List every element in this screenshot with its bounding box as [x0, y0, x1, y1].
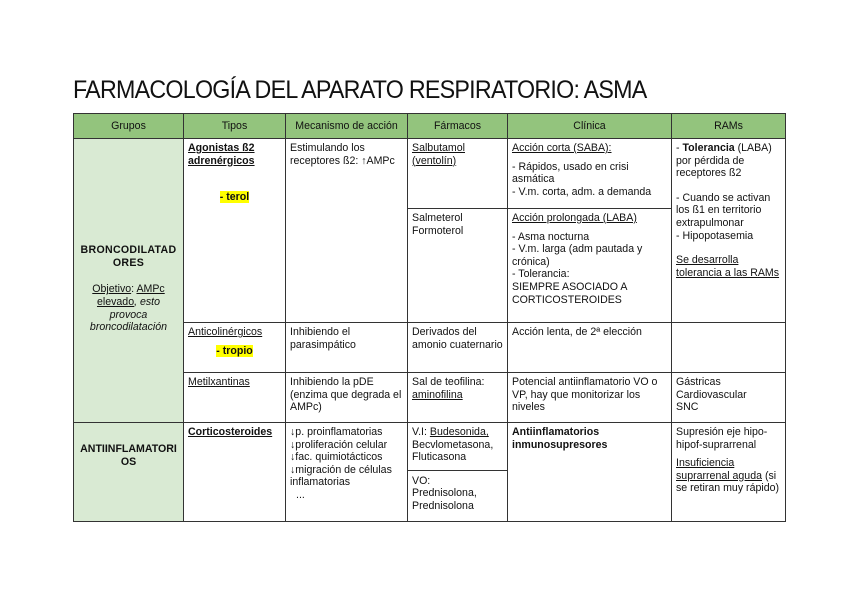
tipo-agonistas: [184, 139, 286, 323]
list-item: SIEMPRE ASOCIADO A CORTICOSTEROIDES: [512, 280, 627, 306]
tipo-label: Metilxantinas: [188, 376, 250, 388]
header-farmacos: Fármacos: [408, 114, 508, 139]
farmaco-salbutamol: Salbutamol (ventolín): [412, 142, 465, 167]
clinica-title: Acción prolongada (LABA): [512, 212, 637, 224]
list-item: Prednisolona,: [412, 487, 477, 500]
group-antiinflamatorios: [74, 423, 184, 522]
tolerancia-bold: Tolerancia: [682, 142, 735, 154]
list-item: - V.m. corta, adm. a demanda: [512, 185, 652, 198]
list-item: - Asma nocturna: [512, 230, 590, 243]
vi-label: V.I:: [412, 426, 430, 438]
list-item: ↓fac. quimiotácticos: [290, 451, 383, 464]
list-item: SNC: [676, 401, 699, 414]
rams-anticolinergicos: [672, 323, 786, 373]
list-item: ↓migración de células inflamatorias: [290, 463, 392, 489]
header-rams: RAMs: [672, 114, 786, 139]
header-clinica: Clínica: [508, 114, 672, 139]
farmaco-budesonida: Budesonida,: [429, 426, 489, 438]
vo-label: VO:: [412, 474, 431, 487]
mecanismo-corticosteroides: [286, 423, 408, 522]
list-item: ↓proliferación celular: [290, 438, 388, 451]
list-item: Supresión eje hipo-hipof-suprarrenal: [676, 426, 768, 451]
clinica-title: Acción corta (SABA):: [512, 142, 612, 154]
list-item: ↓p. proinflamatorias: [290, 426, 383, 438]
rams-note-underlined: Insuficiencia suprarrenal aguda: [676, 457, 762, 482]
list-item: - Tolerancia:: [512, 268, 570, 281]
list-item: - V.m. larga (adm pautada y crónica): [512, 243, 643, 268]
list-item: - Hipopotasemia: [676, 229, 754, 242]
header-mecanismo: Mecanismo de acción: [286, 114, 408, 139]
asma-table: [73, 113, 786, 522]
tipo-label: Anticolinérgicos: [188, 326, 263, 338]
rams-corticosteroides: [672, 423, 786, 522]
header-grupos: Grupos: [74, 114, 184, 139]
rams-note: Se desarrolla tolerancia a las RAMs: [676, 254, 780, 279]
rams-note-rest: (si se retiran muy rápido): [676, 469, 780, 495]
list-item: - Cuando se activan los ß1 en territorio extrapulmonar: [676, 191, 771, 229]
group-broncodilatadores: [74, 139, 184, 423]
group-label: ANTIINFLAMATORIOS: [80, 443, 177, 468]
farmacos-anticolinergicos: Derivados del amonio cuaternario: [408, 323, 508, 373]
clinica-metilxantinas: Potencial antiinflamatorio VO o VP, hay que monitorizar los niveles: [508, 373, 672, 423]
list-item: Gástricas: [676, 376, 721, 388]
list-item: ...: [296, 488, 305, 501]
farmacos-corticosteroides: [408, 423, 508, 522]
tipo-label: Agonistas ß2 adrenérgicos: [188, 142, 255, 167]
clinica-label: Antiinflamatorios inmunosupresores: [512, 426, 608, 451]
rams-agonistas: [672, 139, 786, 323]
sufijo-tropio: - tropio: [216, 344, 253, 357]
tolerancia-rest: (LABA) por pérdida de receptores ß2: [676, 142, 772, 180]
list-item: Cardiovascular: [676, 388, 747, 401]
farmacos-metilxantinas: [408, 373, 508, 423]
group-label: BRONCODILATADORES: [80, 244, 177, 269]
tipo-corticosteroides: [184, 423, 286, 522]
mecanismo-metilxantinas: Inhibiendo la pDE (enzima que degrada el AMPc): [286, 373, 408, 423]
list-item: - Rápidos, usado en crisi asmática: [512, 160, 629, 186]
mecanismo-anticolinergicos: Inhibiendo el parasimpático: [286, 323, 408, 373]
dash: -: [676, 142, 683, 154]
clinica-laba: [508, 209, 672, 323]
header-tipos: Tipos: [184, 114, 286, 139]
clinica-saba: [508, 139, 672, 209]
tipo-metilxantinas: [184, 373, 286, 423]
table-row: [74, 139, 786, 209]
farmacos-label: Sal de teofilina:: [412, 376, 485, 388]
group-objetivo: [78, 283, 179, 333]
farmaco-formoterol: Formoterol: [412, 224, 464, 237]
header-row: [74, 114, 786, 139]
mecanismo-agonistas: Estimulando los receptores ß2: ↑AMPc: [286, 139, 408, 323]
farmaco-salmeterol: Salmeterol: [412, 212, 463, 224]
farmacos-laba: [408, 209, 508, 323]
rams-tolerancia: [676, 142, 781, 180]
tipo-anticolinergicos: [184, 323, 286, 373]
farmacos-saba: [408, 139, 508, 209]
tipo-label: Corticosteroides: [188, 426, 273, 438]
farmaco-aminofilina: aminofilina: [412, 388, 463, 401]
objetivo-colon: :: [131, 283, 137, 296]
list-item: Prednisolona: [412, 499, 474, 512]
clinica-corticosteroides: [508, 423, 672, 522]
rams-note: [676, 457, 781, 495]
farmacos-vi: [412, 426, 503, 464]
page-title: FARMACOLOGÍA DEL APARATO RESPIRATORIO: ASMA: [73, 76, 647, 104]
clinica-anticolinergicos: Acción lenta, de 2ª elección: [508, 323, 672, 373]
table-row: [74, 423, 786, 522]
sufijo-terol: - terol: [219, 191, 250, 204]
farmacos-vi-rest: Becvlometasona, Fluticasona: [412, 438, 494, 464]
objetivo-label: Objetivo: [92, 283, 132, 296]
farmacos-vo: [408, 470, 507, 513]
rams-metilxantinas: [672, 373, 786, 423]
objetivo-value: AMPc elevado: [96, 283, 165, 308]
objetivo-rest: , esto provoca broncodilatación: [89, 296, 168, 334]
